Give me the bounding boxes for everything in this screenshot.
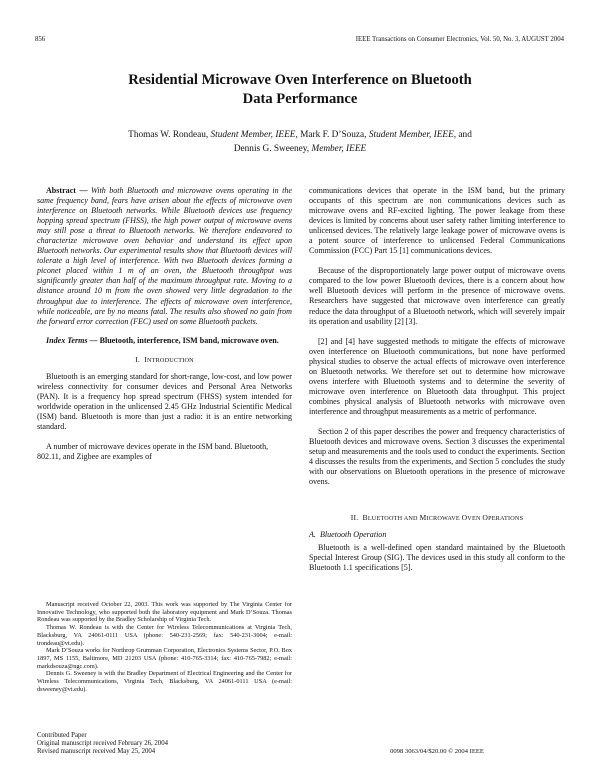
section-2-initial-b: B — [362, 513, 368, 523]
author-conjunction: and — [456, 130, 472, 140]
section-1-rest: NTRODUCTION — [146, 356, 194, 364]
section-2-part-2: ICROWAVE — [426, 515, 462, 523]
contributed-line-1: Contributed Paper — [37, 732, 87, 739]
index-terms-label: Index Terms — [46, 335, 88, 345]
contributed-line-3: Revised manuscript received May 25, 2004 — [37, 748, 156, 756]
author-list — [60, 128, 540, 156]
right-paragraph-3: [2] and [4] have suggested methods to mitigate the effects of microwave oven interference on Bluetooth communications, but none have performed physical studies to observe the actual effects of microwave oven interference on Bluetooth networks. We therefore set out to determine how microwave ovens interfere with Bluetooth systems and to determine the severity of microwave oven interference on Bluetooth data throughput. This project combines physical analysis of Bluetooth networks with microwave oven interference and throughput measurements as a metric of performance. — [309, 336, 565, 416]
subsection-heading — [309, 530, 565, 540]
section-heading-bluetooth-microwave — [309, 513, 565, 524]
right-paragraph-2: Because of the disproportionately large power output of microwave ovens compared to the low power Bluetooth devices, there is a concern about how well Bluetooth devices will perform in the presence of microwave ovens. Researchers have suggested that microwave oven interference can greatly reduce the data throughput of a Bluetooth network, which will severely impair its operation and usability [2] [3]. — [309, 266, 565, 326]
contributed-line-2: Original manuscript received February 26, 2004 — [37, 740, 168, 748]
index-terms — [37, 336, 292, 346]
abstract-dash: — — [75, 186, 91, 195]
author-2-name: , Mark F. D’Souza, — [295, 130, 369, 140]
footnote-dsouza: Mark D’Souza works for Northrop Grumman Corporation, Electronics Systems Sector, P.O. Box 1897, MS 1155, Baltimore, MD 21203 USA (phone: 410-765-3314; fax: 410-765-7982; e-mail: markdsouza@ngc.com). — [37, 647, 292, 670]
page-number: 856 — [35, 36, 46, 43]
right-paragraph-1: communications devices that operate in the ISM band, but the primary occupants of this spectrum are non communications devices such as microwave ovens and RF-excited lighting. The power leakage from these devices is limited by concerns about user safety rather limiting interference to unlicensed devices. The relatively large leakage power of microwave ovens is a potent source of interference to unlicensed Federal Communications Commission (FCC) Part 15 [1] communications devices. — [309, 186, 565, 256]
abstract-text: With both Bluetooth and microwave ovens operating in the same frequency band, fears have arisen about the effects of microwave oven interference on Bluetooth networks. While Bluetooth devices use frequency hopping spread spectrum (FHSS), the high power output of microwave ovens may still pose a threat to Bluetooth networks. We therefore endeavored to characterize microwave oven behavior and understand its effect upon Bluetooth networks. Our experimental results show that Bluetooth devices will tolerate a high level of interference. With two Bluetooth devices forming a piconet placed within 1 m of an oven, the Bluetooth throughput was significantly greater than half of the maximum throughput rate. Moving to a distance around 10 m from the oven showed very little degradation to the throughput due to interference. The effects of microwave oven interference, while noticeable, are by no means fatal. The results also showed no gain from the forward error correction (FEC) used on some Bluetooth packets. — [37, 186, 292, 326]
subsection-title: Bluetooth Operation — [319, 530, 387, 540]
section-1-numeral: I. — [135, 354, 140, 364]
section-heading-introduction — [37, 355, 292, 366]
footnote-rondeau: Thomas W. Rondeau is with the Center for Wireless Telecommunications at Virginia Tech, Blacksburg, VA 24061-0111 USA (phone: 540-231-2569; fax: 540-231-3004; e-mail: trondeau@vt.edu). — [37, 624, 292, 647]
author-2-role: Student Member, IEEE, — [368, 130, 457, 140]
abstract — [37, 186, 292, 327]
abstract-label: Abstract — [46, 186, 76, 195]
intro-paragraph-2: A number of microwave devices operate in the ISM band. Bluetooth, 802.11, and Zigbee are examples of — [37, 442, 269, 462]
section-2-numeral: II. — [350, 513, 359, 523]
title-line-2: Data Performance — [242, 91, 358, 107]
bluetooth-operation-paragraph: Bluetooth is a well-defined open standard maintained by the Bluetooth Special Interest Group (SIG). The devices used in this study all conform to the Bluetooth 1.1 specifications [5]. — [309, 543, 565, 573]
section-2-initial-o: O — [461, 513, 468, 523]
section-2-part-3: VEN — [467, 515, 483, 523]
footnotes — [37, 601, 292, 693]
section-2-initial-o2: O — [482, 513, 489, 523]
section-2-part-1: LUETOOTH AND — [367, 515, 420, 523]
section-1-initial: I — [144, 354, 147, 364]
section-2-part-4: PERATIONS — [488, 515, 524, 523]
author-1-name: Thomas W. Rondeau, — [128, 130, 211, 140]
left-column — [37, 186, 292, 462]
intro-paragraph-1: Bluetooth is an emerging standard for short-range, low-cost, and low power wireless connectivity for consumer devices and Personal Area Networks (PAN). It is a frequency hop spread spectrum (FHSS) system intended for worldwide operation in the unlicensed 2.45 GHz Industrial Scientific Medical (ISM) band. Bluetooth is more than just a radio: it is an entire networking standard. — [37, 371, 292, 431]
footnote-sweeney: Dennis G. Sweeney is with the Bradley Department of Electrical Engineering and the Center for Wireless Telecommunications, Virginia Tech, Blacksburg, VA 24061-0111 USA (e-mail: dsweeney@vt.edu). — [37, 670, 292, 693]
author-1-role: Student Member, IEEE — [210, 130, 296, 140]
copyright-line: 0098 3063/04/$20.00 © 2004 IEEE — [390, 748, 484, 755]
right-column — [309, 186, 565, 574]
contributed-note — [37, 732, 168, 757]
section-2-initial-m: M — [419, 513, 427, 523]
paper-title — [40, 71, 560, 109]
title-line-1: Residential Microwave Oven Interference on Bluetooth — [128, 72, 472, 88]
footnote-manuscript: Manuscript received October 22, 2003. This work was supported by The Virginia Center for Innovative Technology, who supported both the laboratory equipment and Mark D’Souza. Thomas Rondeau was supported by the Bradley Scholarship of Virginia Tech. — [37, 601, 292, 624]
author-3-name: Dennis G. Sweeney, — [233, 144, 312, 154]
index-terms-text: — Bluetooth, interference, ISM band, microwave oven. — [87, 335, 279, 345]
right-paragraph-4: Section 2 of this paper describes the power and frequency characteristics of Bluetooth devices and microwave ovens. Section 3 discusses the experimental setup and measurements and the tools used to conduct the experiments. Section 4 discusses the results from the experiments, and Section 5 concludes the study with our observations on Bluetooth operations in the presence of microwave ovens. — [309, 426, 565, 487]
subsection-label: A. — [309, 530, 316, 540]
journal-citation: IEEE Transactions on Consumer Electronics, Vol. 50, No. 3, AUGUST 2004 — [355, 36, 564, 43]
author-3-role: Member, IEEE — [311, 144, 367, 154]
